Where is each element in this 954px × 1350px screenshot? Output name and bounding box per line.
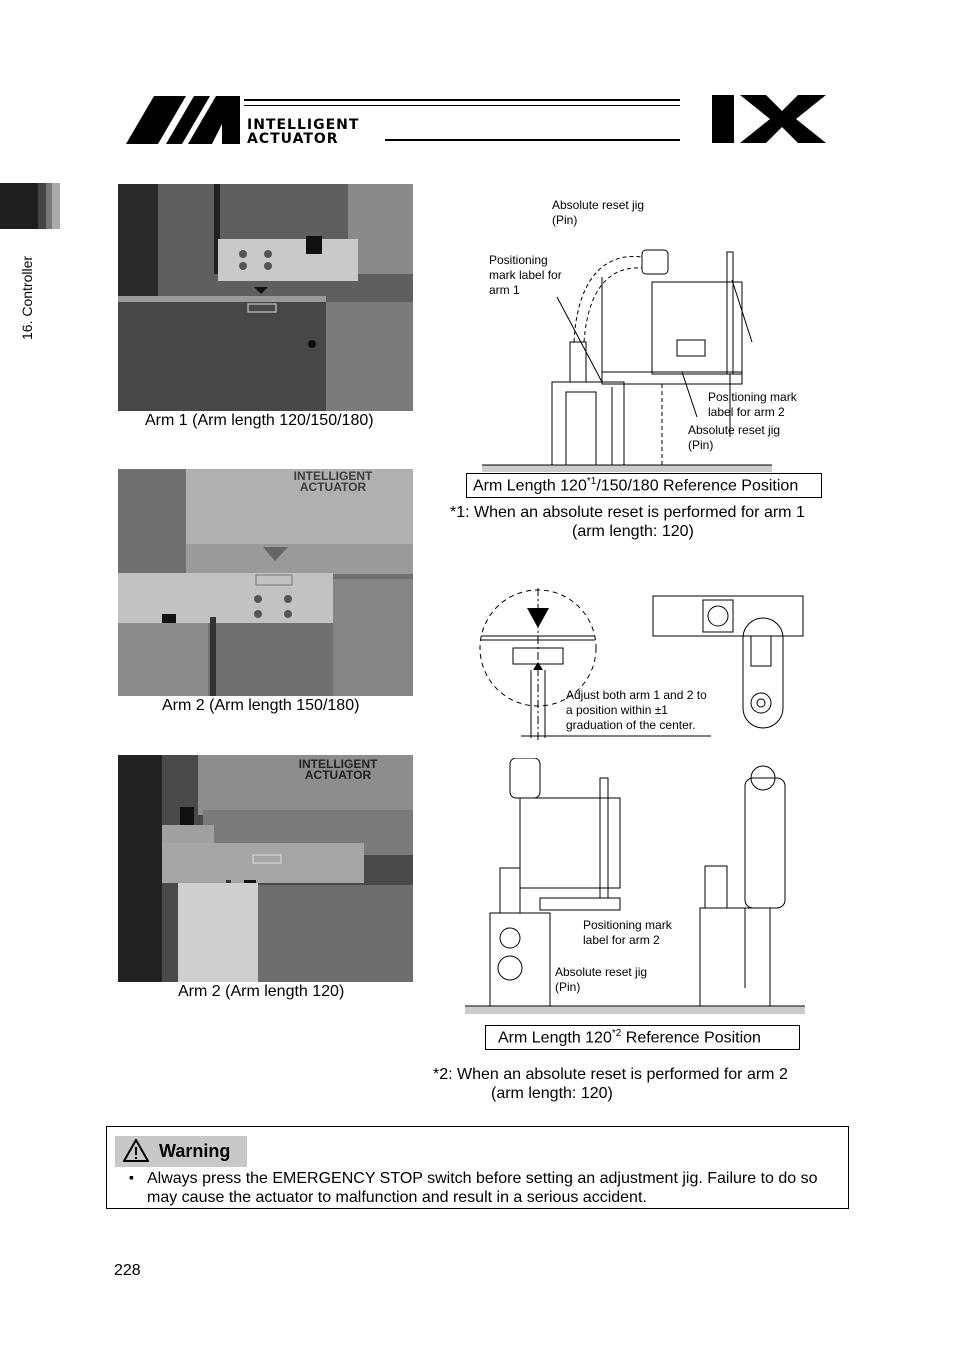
brand-line2: ACTUATOR: [247, 131, 339, 147]
diagram1-note-line2: (arm length: 120): [572, 523, 694, 540]
warning-triangle-icon: [123, 1139, 149, 1163]
label-positioning-mark-arm1: Positioning mark label for arm 1: [489, 253, 562, 297]
warning-text: Always press the EMERGENCY STOP switch before setting an adjustment jig. Failure to do so may cause the actuator to malfunction and result in a serious accident.: [147, 1170, 818, 1206]
ix-product-mark: [712, 95, 828, 143]
ia-logo-icon: [126, 96, 241, 144]
warning-header: [115, 1136, 247, 1167]
photo2-printed-label: INTELLIGENT ACTUATOR: [293, 469, 373, 494]
warning-title: Warning: [159, 1141, 231, 1161]
label-absolute-reset-jig-c: Absolute reset jig (Pin): [555, 965, 648, 994]
chapter-tab: [0, 183, 60, 229]
label-positioning-mark-arm2-b: Positioning mark label for arm 2: [583, 918, 672, 947]
page-number: 228: [114, 1262, 141, 1279]
photo-arm2-150-180: [118, 469, 413, 696]
label-positioning-mark-arm2: Positioning mark label for arm 2: [708, 390, 797, 419]
photo-arm2-120-caption: Arm 2 (Arm length 120): [178, 983, 345, 1000]
diagram3-note-line2: (arm length: 120): [491, 1085, 613, 1102]
photo3-printed-label: INTELLIGENT ACTUATOR: [298, 757, 378, 782]
diagram1-note-line1: *1: When an absolute reset is performed for arm 1: [450, 504, 805, 521]
photo-arm1-caption: Arm 1 (Arm length 120/150/180): [145, 412, 374, 429]
label-absolute-reset-jig-top: Absolute reset jig (Pin): [552, 198, 645, 227]
label-adjust-instruction: Adjust both arm 1 and 2 to a position within ±1 graduation of the center.: [566, 688, 707, 732]
diagram1-title: Arm Length 120$^{*1}$/150/180 Reference Position: [466, 473, 822, 498]
photo-arm1: [118, 184, 413, 411]
label-absolute-reset-jig-bottom: Absolute reset jig (Pin): [688, 423, 781, 452]
bullet-icon: ▪: [129, 1169, 134, 1185]
brand-line1: INTELLIGENT: [247, 117, 360, 133]
photo-arm2-150-180-caption: Arm 2 (Arm length 150/180): [162, 697, 360, 714]
chapter-label: 16. Controller: [19, 255, 35, 340]
diagram3-note-line1: *2: When an absolute reset is performed for arm 2: [433, 1066, 788, 1083]
diagram3-title: Arm Length 120$^{*2}$ Reference Position: [485, 1025, 800, 1050]
warning-box: [106, 1126, 849, 1209]
photo-arm2-120: [118, 755, 413, 982]
